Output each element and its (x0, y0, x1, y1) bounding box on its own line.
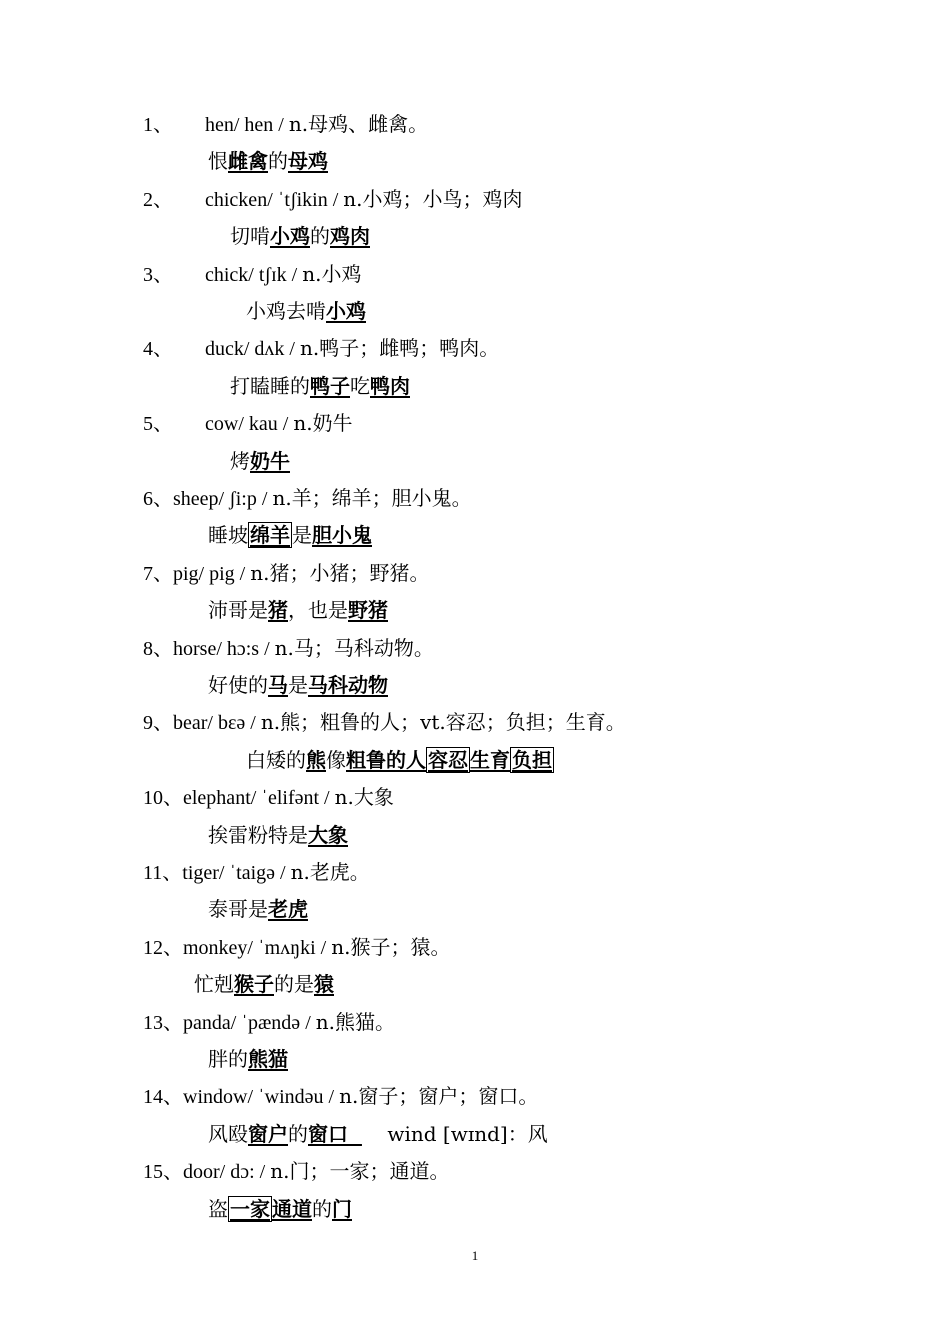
part-of-speech: n. (290, 860, 310, 884)
part-of-speech: n. (300, 336, 320, 361)
mnemonic-text: 是 (292, 523, 312, 548)
part-of-speech: n. (274, 635, 294, 660)
mnemonic-text: ，也是 (288, 598, 348, 623)
entry-line (143, 709, 626, 736)
entry-line (143, 859, 370, 886)
entry-line (143, 934, 450, 961)
key-term: 窗户 (248, 1121, 288, 1146)
entry-line (143, 635, 434, 662)
mnemonic-text: 是 (288, 673, 308, 697)
key-term: 熊 (306, 747, 326, 772)
mnemonic-text: 的是 (274, 972, 314, 997)
key-term: 通道 (272, 1196, 312, 1221)
key-term: 猿 (314, 972, 334, 997)
mnemonic-line (246, 298, 366, 324)
key-term-boxed: 负担 (512, 747, 552, 772)
mnemonic-text: 小鸡去啃 (246, 299, 326, 323)
mnemonic-line (230, 373, 410, 399)
mnemonic-text: 恨 (208, 149, 228, 174)
mnemonic-line (230, 223, 370, 249)
definition: 猴子；猿。 (350, 934, 451, 959)
definition: 奶牛 (312, 411, 353, 436)
key-term: 小鸡 (326, 299, 366, 323)
headword: panda/ ˈpændə / (183, 1011, 316, 1034)
definition: 门；一家；通道。 (289, 1159, 450, 1184)
entry-number: 13、 (143, 1011, 183, 1034)
key-term: 窗口 (308, 1121, 362, 1146)
key-term: 母鸡 (288, 149, 328, 174)
mnemonic-text: 好使的 (208, 673, 268, 697)
mnemonic-text: 盗 (208, 1196, 228, 1221)
key-term: 大象 (308, 822, 348, 847)
definition: 熊；粗鲁的人； (280, 710, 421, 735)
mnemonic-line (194, 971, 334, 997)
entry-line (143, 261, 361, 288)
definition: 小鸡；小鸟；鸡肉 (362, 186, 523, 211)
mnemonic-line (230, 448, 290, 474)
entry-number: 15、 (143, 1161, 183, 1184)
definition: 大象 (353, 785, 394, 810)
headword: cow/ kau / (205, 413, 294, 436)
page-number: 1 (471, 1248, 479, 1263)
key-term: 鸭肉 (370, 373, 410, 398)
definition: 老虎。 (309, 860, 370, 884)
mnemonic-line (208, 597, 388, 623)
key-term: 野猪 (348, 598, 388, 623)
mnemonic-text: 泰哥是 (208, 897, 268, 922)
key-term: 奶牛 (250, 448, 290, 473)
part-of-speech: n. (334, 785, 354, 810)
part-of-speech: n. (339, 1084, 359, 1109)
entry-line (143, 1009, 395, 1036)
definition: 猪；小猪；野猪。 (269, 560, 430, 585)
part-of-speech: n. (331, 934, 351, 959)
entry-line (143, 560, 429, 587)
key-term: 粗鲁的人 (346, 747, 426, 772)
entry-number: 9、 (143, 712, 173, 735)
entry-number: 4、 (143, 338, 173, 361)
mnemonic-text: 打瞌睡的 (230, 373, 310, 398)
part-of-speech: n. (293, 411, 313, 436)
key-term-boxed: 一家 (230, 1196, 270, 1221)
headword: door/ dɔ: / (183, 1161, 271, 1184)
mnemonic-line (208, 822, 348, 848)
entry-number: 1、 (143, 114, 173, 136)
key-term: 老虎 (268, 897, 308, 922)
headword: bear/ bɛə / (173, 712, 261, 735)
definition: 容忍；负担；生育。 (445, 710, 626, 735)
headword: monkey/ ˈmʌŋki / (183, 936, 332, 959)
entry-number: 5、 (143, 413, 173, 436)
key-term: 门 (332, 1196, 352, 1221)
headword: sheep/ ʃi:p / (173, 488, 273, 510)
mnemonic-text: wind [wɪnd]：风 (361, 1121, 548, 1146)
mnemonic-line (208, 148, 328, 174)
entry-number: 11、 (143, 862, 183, 884)
entry-line (143, 784, 394, 811)
key-term: 猴子 (234, 972, 274, 997)
key-term: 小鸡 (270, 224, 310, 249)
mnemonic-text: 的 (268, 149, 288, 174)
mnemonic-text: 挨雷粉特是 (208, 822, 308, 847)
mnemonic-text: 白矮的 (246, 747, 306, 772)
entry-line (143, 186, 523, 213)
mnemonic-line (208, 1196, 352, 1222)
key-term: 鸭子 (310, 373, 350, 398)
part-of-speech: n. (270, 1159, 290, 1184)
entry-number: 2、 (143, 188, 173, 211)
part-of-speech: n. (302, 261, 322, 286)
entry-line (143, 485, 472, 512)
mnemonic-line (208, 1121, 548, 1147)
key-term: 生育 (470, 747, 510, 772)
mnemonic-text: 切啃 (230, 224, 270, 249)
part-of-speech: n. (315, 1009, 335, 1034)
mnemonic-line (208, 896, 308, 922)
definition: 鸭子；雌鸭；鸭肉。 (319, 336, 500, 361)
mnemonic-line (246, 747, 554, 773)
mnemonic-line (208, 1046, 288, 1072)
mnemonic-text: 像 (326, 747, 346, 772)
mnemonic-line (208, 522, 372, 548)
part-of-speech: n. (272, 486, 292, 510)
key-term: 胆小鬼 (312, 523, 372, 548)
definition: 母鸡、雌禽。 (308, 112, 429, 136)
entry-line (143, 1083, 538, 1110)
key-term: 鸡肉 (330, 224, 370, 249)
entry-number: 10、 (143, 787, 183, 810)
headword: hen/ hen / (205, 114, 289, 136)
mnemonic-text: 胖的 (208, 1047, 248, 1071)
entry-number: 7、 (143, 562, 173, 585)
mnemonic-text: 沛哥是 (208, 598, 268, 623)
key-term: 猪 (268, 598, 288, 623)
headword: horse/ hɔ:s / (173, 637, 275, 660)
mnemonic-text: 忙剋 (194, 972, 234, 997)
entry-line (143, 1158, 449, 1185)
entry-line (143, 410, 353, 437)
entry-number: 14、 (143, 1086, 183, 1109)
key-term: 熊猫 (248, 1047, 288, 1071)
mnemonic-text: 睡坡 (208, 523, 248, 548)
key-term-boxed: 绵羊 (250, 523, 290, 548)
headword: window/ ˈwindəu / (183, 1086, 340, 1109)
headword: chicken/ ˈtʃikin / (205, 188, 344, 211)
mnemonic-text: 烤 (230, 448, 250, 473)
key-term: 马科动物 (308, 673, 388, 697)
mnemonic-text: 风殴 (208, 1121, 248, 1146)
headword: duck/ dʌk / (205, 338, 300, 361)
headword: chick/ tʃɪk / (205, 263, 303, 286)
part-of-speech: n. (260, 710, 281, 735)
mnemonic-text: 的 (288, 1121, 308, 1146)
key-term: 马 (268, 673, 288, 697)
part-of-speech: n. (250, 560, 270, 585)
entry-number: 12、 (143, 936, 183, 959)
mnemonic-line (208, 672, 388, 698)
definition: 小鸡 (321, 261, 362, 286)
key-term: 雌禽 (228, 149, 268, 174)
headword: tiger/ ˈtaigə / (182, 862, 291, 884)
entry-line (143, 335, 499, 362)
entry-number: 3、 (143, 263, 173, 286)
mnemonic-text: 吃 (350, 373, 370, 398)
entry-number: 6、 (143, 488, 173, 510)
entry-number: 8、 (143, 637, 173, 660)
mnemonic-text: 的 (312, 1196, 332, 1221)
entry-line (143, 111, 428, 138)
definition: 羊；绵羊；胆小鬼。 (291, 486, 472, 510)
key-term-boxed: 容忍 (428, 747, 468, 772)
part-of-speech: n. (343, 186, 363, 211)
headword: elephant/ ˈelifənt / (183, 787, 335, 810)
part-of-speech: vt. (420, 710, 446, 735)
definition: 马；马科动物。 (293, 635, 434, 660)
headword: pig/ pig / (173, 562, 251, 585)
part-of-speech: n. (288, 112, 309, 136)
mnemonic-text: 的 (310, 224, 330, 249)
definition: 熊猫。 (335, 1009, 395, 1034)
definition: 窗子；窗户；窗口。 (358, 1084, 539, 1109)
